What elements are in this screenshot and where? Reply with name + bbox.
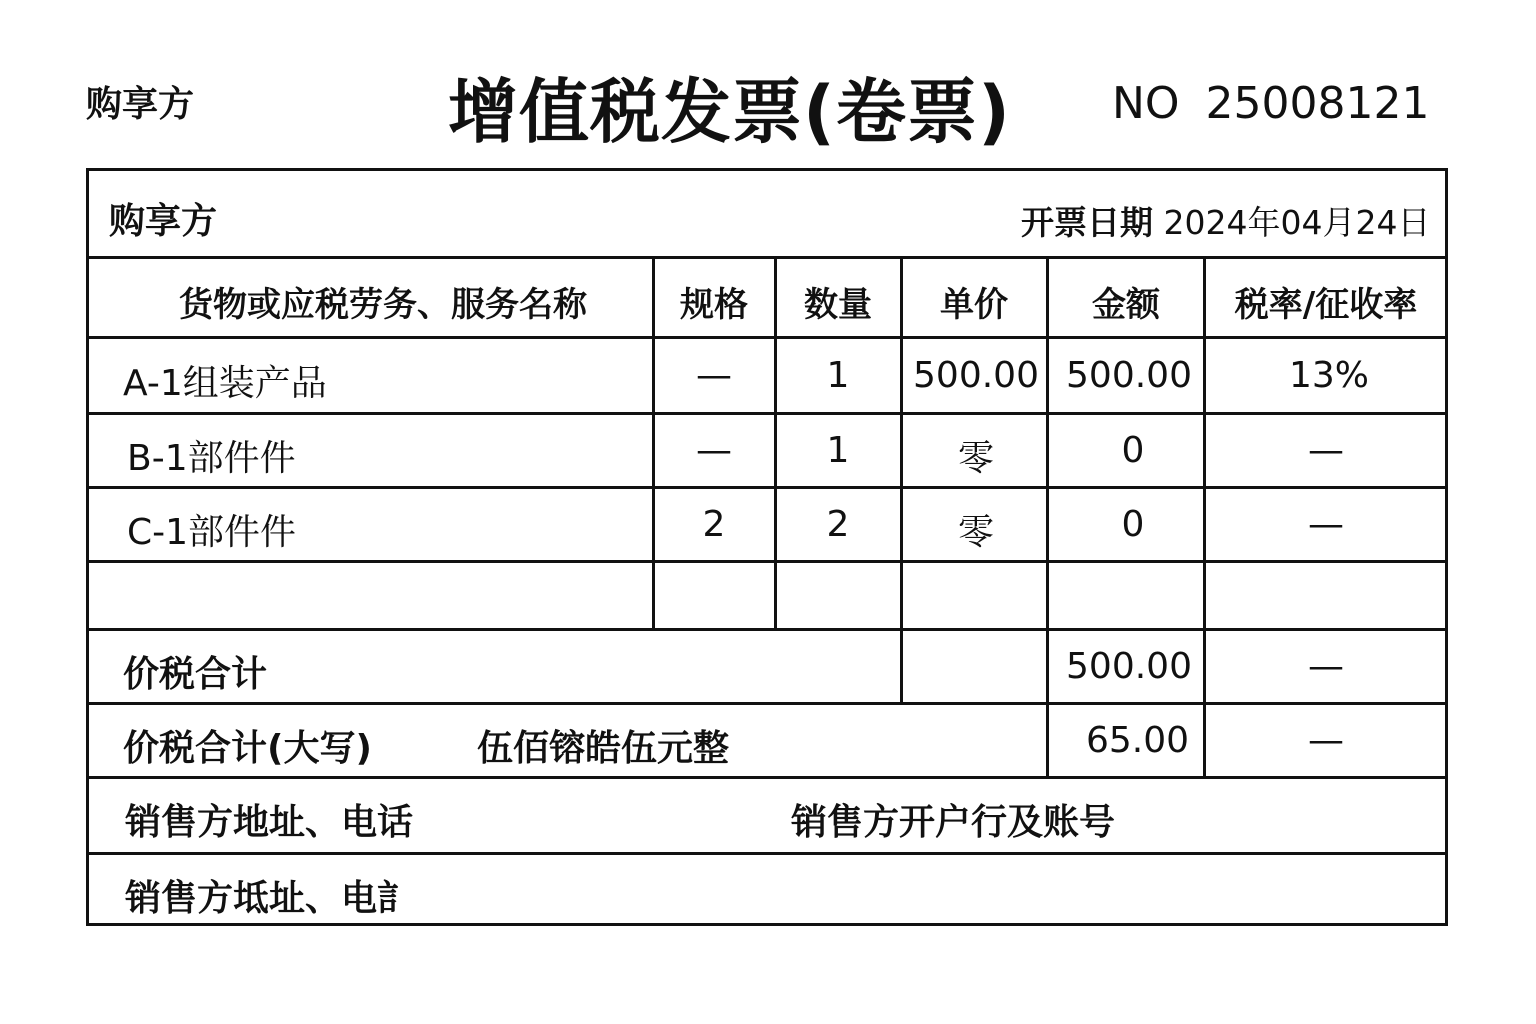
total-caps-words: 伍佰镕皓伍元整: [477, 728, 730, 769]
total-label: 价税合计: [123, 654, 268, 695]
row-3-price: 零: [957, 512, 995, 553]
col-header-qty: 数量: [804, 285, 872, 325]
invoice-title: 增值税发票(卷票): [448, 71, 1011, 153]
row-1-amount: 500.00: [1066, 355, 1192, 396]
row-1-qty: 1: [826, 355, 850, 396]
row-1-spec: —: [696, 355, 732, 396]
row-3-amount: 0: [1121, 504, 1145, 545]
issue-date: [1021, 197, 1430, 244]
col-header-price: 单价: [940, 285, 1008, 325]
buyer-label: 购享方: [109, 201, 218, 242]
seller-address-label-2: 销售方坻址、电訁: [125, 878, 414, 919]
total-rate: —: [1308, 646, 1344, 687]
row-2-rate: —: [1308, 430, 1344, 471]
invoice-table: [86, 168, 1448, 926]
total-caps-amount: 65.00: [1085, 720, 1189, 761]
col-header-name: 货物或应税劳务、服务名称: [179, 285, 587, 325]
issue-date-label: 开票日期: [1021, 203, 1153, 242]
total-amount: 500.00: [1066, 646, 1192, 687]
total-caps-rate: —: [1308, 720, 1344, 761]
row-1-price: 500.00: [913, 355, 1039, 396]
row-2-price: 零: [957, 438, 995, 479]
invoice-number-value: 25008121: [1205, 78, 1430, 129]
seller-address-label: 销售方地址、电话: [125, 802, 414, 843]
invoice-number-prefix: NO: [1112, 78, 1180, 129]
col-header-amount: 金额: [1092, 285, 1160, 325]
row-3-qty: 2: [826, 504, 850, 545]
row-3-rate: —: [1308, 504, 1344, 545]
row-2-amount: 0: [1121, 430, 1145, 471]
row-1-rate: 13%: [1288, 355, 1370, 396]
row-2-name: B-1部件件: [127, 438, 296, 479]
invoice-number: [1112, 78, 1430, 129]
row-2-qty: 1: [826, 430, 850, 471]
row-3-name: C-1部件件: [127, 512, 297, 553]
col-header-spec: 规格: [680, 285, 748, 325]
col-header-rate: 税率/征收率: [1234, 285, 1418, 325]
issue-date-value: 2024年04月24日: [1163, 203, 1431, 242]
row-3-spec: 2: [702, 504, 726, 545]
total-caps-label: 价税合计(大写): [123, 728, 372, 769]
row-1-name: A-1组装产品: [123, 363, 327, 404]
row-2-spec: —: [696, 430, 732, 471]
buyer-header-label: 购享方: [86, 84, 195, 125]
seller-bank-label: 销售方开户行及账号: [791, 802, 1116, 843]
